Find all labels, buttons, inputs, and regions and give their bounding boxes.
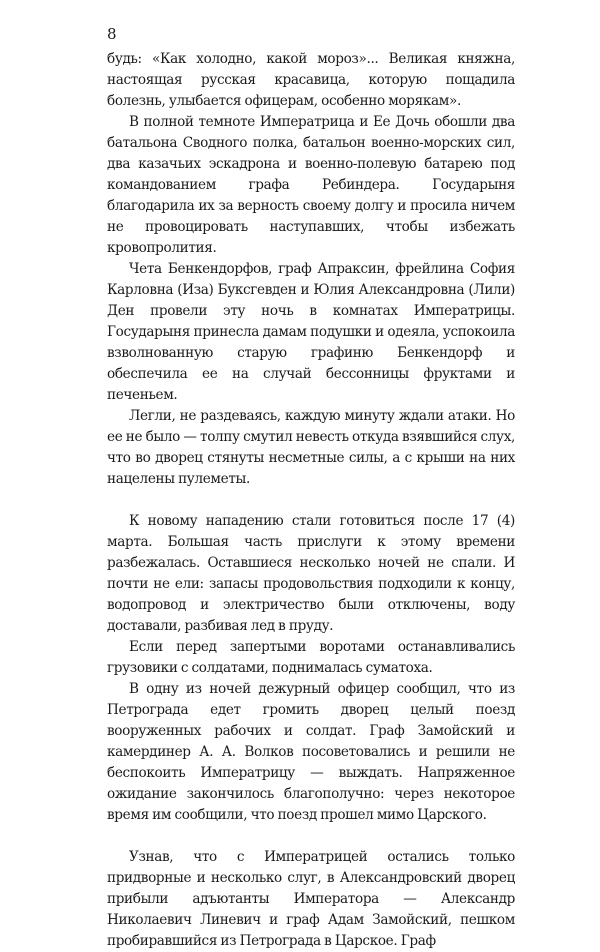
page-number: 8 bbox=[107, 25, 117, 43]
paragraph: Узнав, что с Императрицей остались только придворные и несколько слуг, в Александровский дворец прибыли адъютанты Императора — Александр Николаевич Линевич и граф Адам Замойский, пешком пробиравшийся из Петрограда в Царское. Граф bbox=[107, 849, 515, 949]
paragraph-continuation: будь: «Как холодно, какой мороз»... Великая княжна, настоящая русская красавица, которую пощадила болезнь, улыбается офицерам, особенно морякам». bbox=[107, 51, 515, 109]
paragraph: В полной темноте Императрица и Ее Дочь обошли два батальона Сводного полка, батальон военно-морских сил, два казачьих эскадрона и военно-полевую батарею под командованием графа Ребиндера. Государыня благодарила их за верность своему долгу и просила ничем не провоцировать наступавших, чтобы избежать кровопролития. bbox=[107, 114, 515, 256]
paragraph: Легли, не раздеваясь, каждую минуту ждали атаки. Но ее не было — толпу смутил невесть откуда взявшийся слух, что во дворец стянуты несметные силы, а с крыши на них нацелены пулеметы. bbox=[107, 408, 515, 487]
paragraph: В одну из ночей дежурный офицер сообщил, что из Петрограда едет громить дворец целый поезд вооруженных рабочих и солдат. Граф Замойский и камердинер А. А. Волков посоветовались и решили не беспокоить Императрицу — выждать. Напряженное ожидание закончилось благополучно: через некоторое время им сообщили, что поезд прошел мимо Царского. bbox=[107, 681, 515, 823]
section-break bbox=[107, 826, 515, 847]
paragraph: Если перед запертыми воротами останавливались грузовики с солдатами, поднималась суматоха. bbox=[107, 639, 515, 676]
section-break bbox=[107, 490, 515, 511]
paragraph: К новому нападению стали готовиться после 17 (4) марта. Большая часть прислуги к этому времени разбежалась. Оставшиеся несколько ночей не спали. И почти не ели: запасы продовольствия подходили к концу, водопровод и электричество были отключены, воду доставали, разбивая лед в пруду. bbox=[107, 513, 515, 634]
body-text bbox=[107, 49, 515, 952]
paragraph: Чета Бенкендорфов, граф Апраксин, фрейлина София Карловна (Иза) Буксгевден и Юлия Александровна (Лили) Ден провели эту ночь в комнатах Императрицы. Государыня принесла дамам подушки и одеяла, успокоила взволнованную старую графиню Бенкендорф и обеспечила ее на случай бессонницы фруктами и печеньем. bbox=[107, 261, 515, 403]
